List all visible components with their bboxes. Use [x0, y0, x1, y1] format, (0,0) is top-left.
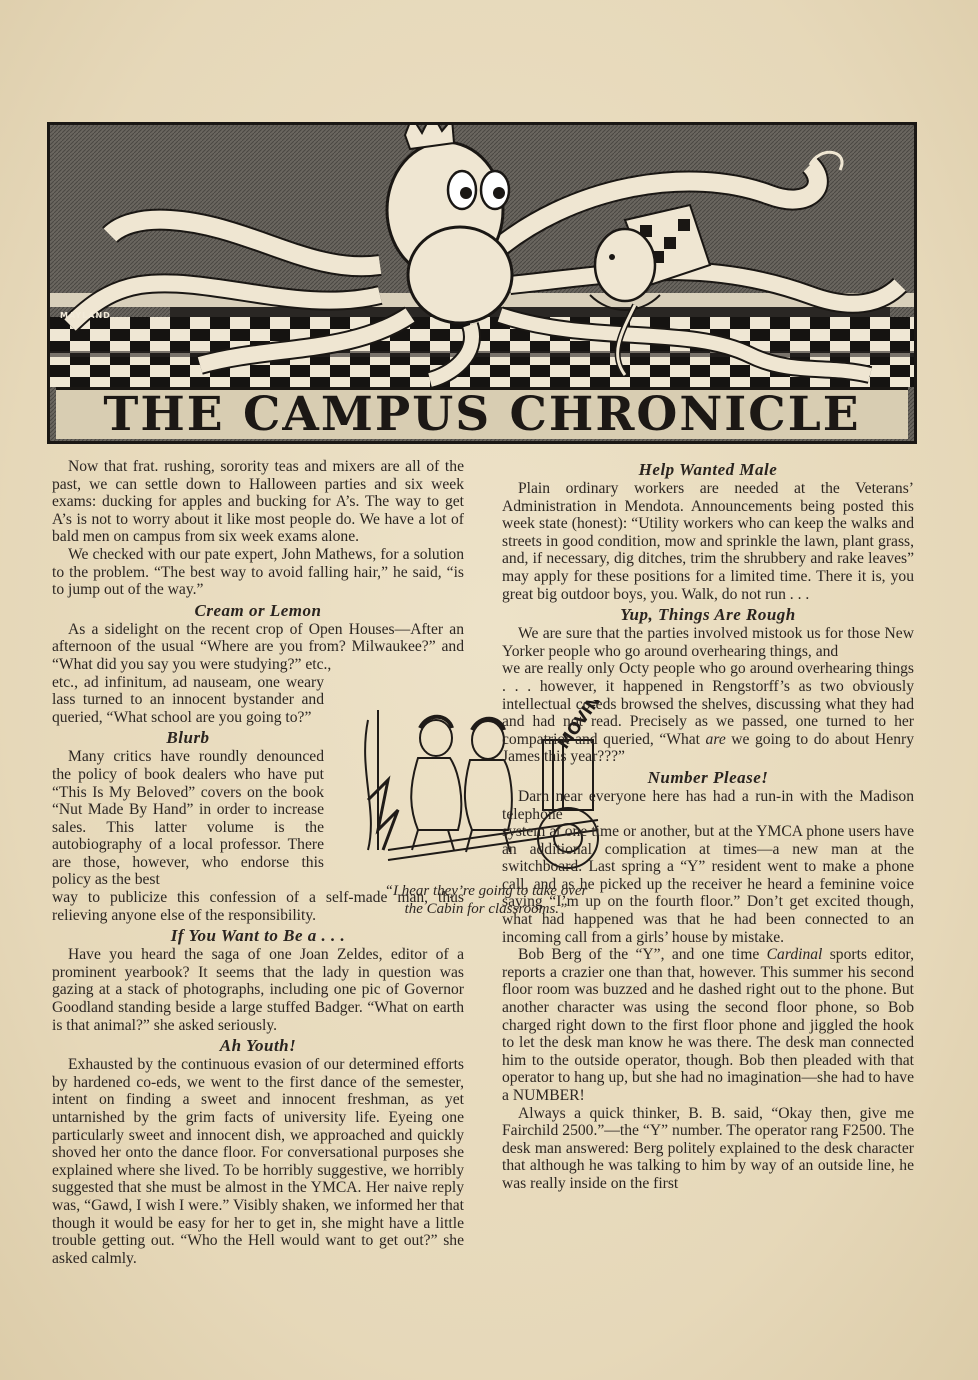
- right-column: [502, 458, 914, 1193]
- berg-text-post: sports editor, reports a crazier one than that, however. This summer his second floor room was buzzed and he dashed right out to the phone. But another character was using the second floor phone, so Bob charged right down to the first floor phone and jiggled the hook to let the desk man know he was there. The desk man connected him to the outside operator, though. Bob then pleaded with that operator to hang up, but she had no imagination—she had to have a NUMBER!: [502, 946, 914, 1104]
- berg-paragraph: [502, 946, 914, 1104]
- help-wanted-paragraph: Plain ordinary workers are needed at the Veterans’ Administration in Mendota. Announcements being posted this week state (honest): “Utility workers who can keep the walks and streets in good condition, mow and sprinkle the lawn, plant grass, and, if necessary, dig ditches, trim the shrubbery and rake leaves” may apply for these positions for a limited time. There it is, you great big outdoor boys, you. Walk, do not run . . .: [502, 480, 914, 603]
- rough-text-post: we going to do about Henry James this year???”: [502, 730, 914, 766]
- rough-text-pre: we are really only Octy people who go around overhearing things . . . however, it happened in Rengstorff’s as two obviously intellectual co-eds browsed the shelves, discussing what they had and had not read. Precisely as we passed, one turned to her compatriot and queried, “What: [502, 660, 914, 748]
- heading-ah-youth: Ah Youth!: [219, 1036, 297, 1056]
- artist-signature: MAYLAND: [60, 311, 111, 320]
- masthead-illustration: [47, 122, 917, 444]
- rough-paragraph-b: [502, 660, 914, 766]
- number-paragraph-a: Darn near everyone here has had a run-in with the Madison telephone: [502, 787, 914, 823]
- youth-paragraph: Exhausted by the continuous evasion of our determined efforts by hardened co-eds, we went to the first dance of the semester, intent on finding a sweet and innocent freshman, as yet untarnished by the grim facts of university life. Eyeing one particularly sweet and innocent dish, we approached and quickly shoved her onto the dance floor. For conversational purposes she explained where she lived. To be horribly suggestive, we horribly suggested that she must be almost in the YMCA. Her naive reply was, “Gawd, I wish I were.” Visibly shaken, we informed her that though it would be easy for her to get in, she might have a little trouble getting out. “Who the Hell would want to get out?” she asked calmly.: [52, 1056, 464, 1267]
- heading-if-you-want: If You Want to Be a . . .: [170, 926, 346, 946]
- blurb-paragraph-a: Many critics have roundly denounced the policy of book dealers who have put “This Is My Beloved” covers on the book “Nut Made By Hand” in order to increase sales. This latter volume is the autobiography of a local professor. There are those, however, who endorse this policy as the best: [52, 748, 324, 889]
- rough-paragraph-a: We are sure that the parties involved mistook us for those New Yorker people who go around overhearing things, and: [502, 625, 914, 660]
- intro-paragraph-1: Now that frat. rushing, sorority teas and mixers are all of the past, we can settle down to Halloween parties and six week exams: ducking for apples and bucking for A’s. The way to get A’s is not to worry about it like most people do. We have a lot of bald men on campus from six week exams alone.: [52, 458, 464, 546]
- berg-text-emphasis: Cardinal: [766, 946, 823, 964]
- heading-cream-or-lemon: Cream or Lemon: [194, 600, 322, 620]
- intro-paragraph-2: We checked with our pate expert, John Mathews, for a solution to the problem. “The best way to avoid falling hair,” he said, “is to jump out of the way.”: [52, 545, 464, 599]
- rough-text-emphasis: are: [705, 730, 726, 748]
- number-paragraph-b: system at one time or another, but at the YMCA phone users have an additional complication at times—a new man at the switchboard. Last spring a “Y” resident went to make a phone call, and as he picked up the receiver he heard a feminine voice saying “I’m up on the fourth floor.” Don’t get excited though, what had happened was that he had been connected to an incoming call from a girls’ house by mistake.: [502, 823, 914, 946]
- caption-line-2: the Cabin for classrooms.”: [404, 901, 568, 917]
- masthead-title: THE CAMPUS CHRONICLE: [56, 387, 908, 439]
- heading-blurb: Blurb: [166, 728, 210, 748]
- cream-paragraph-a: As a sidelight on the recent crop of Open Houses—After an afternoon of the usual “Where are you from? Milwaukee?” and “What did you say you were studying?” etc.,: [52, 620, 464, 673]
- yearbook-paragraph: Have you heard the saga of one Joan Zeldes, editor of a prominent yearbook? It seems that the lady in question was gazing at a stack of photographs, including one pic of Governor Goodland standing beside a large stuffed Badger. “What on earth is that animal?” she asked seriously.: [52, 946, 464, 1034]
- caption-line-1: “I hear they’re going to take over: [384, 883, 588, 899]
- heading-yup-things-are-rough: Yup, Things Are Rough: [620, 605, 796, 625]
- heading-help-wanted-male: Help Wanted Male: [638, 460, 778, 479]
- cream-paragraph-b: etc., ad infinitum, ad nauseam, one weary lass turned to an innocent bystander and queried, “What school are you going to?”: [52, 673, 324, 726]
- final-paragraph: Always a quick thinker, B. B. said, “Okay then, give me Fairchild 2500.”—the “Y” number. The operator rang F2500. The desk man answered: Berg politely explained to the desk character that although he was talking to him by way of an outside line, he was really inside on the first: [502, 1104, 914, 1192]
- heading-number-please: Number Please!: [647, 767, 769, 787]
- cartoon-sign-moving: MOVING: [553, 700, 612, 753]
- berg-text-pre: Bob Berg of the “Y”, and one time: [518, 946, 767, 964]
- blurb-paragraph-b: way to publicize this confession of a self-made man, thus relieving anyone else of the responsibility.: [52, 889, 464, 924]
